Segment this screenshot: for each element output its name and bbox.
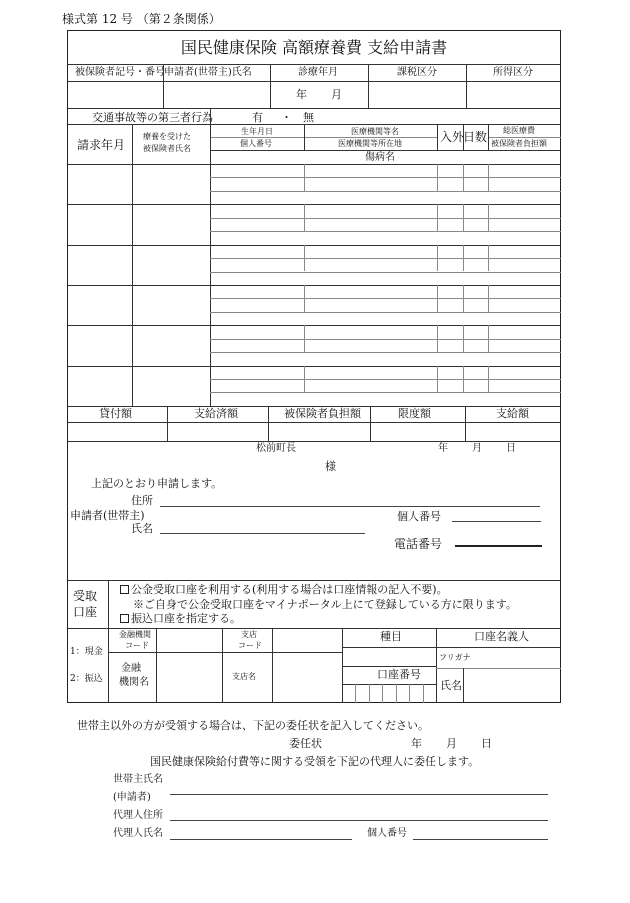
receipt-label-2: 口座 — [73, 605, 98, 619]
days-label: 日数 — [463, 130, 488, 144]
furigana-label: フリガナ — [439, 653, 471, 662]
agent-name-field[interactable] — [170, 839, 352, 840]
total-cost-label: 総医療費 — [503, 126, 535, 135]
account-digit-divider — [355, 684, 356, 703]
claim-ym-field[interactable] — [68, 205, 131, 243]
holder-name-label: 氏名 — [440, 679, 462, 692]
my-number-label: 個人番号 — [397, 510, 441, 523]
claim-ym-field[interactable] — [68, 246, 131, 284]
name-label: 氏名 — [131, 522, 153, 535]
phone-label: 電話番号 — [394, 537, 443, 551]
patient-name-field[interactable] — [133, 367, 209, 405]
dob-field[interactable] — [211, 326, 303, 338]
income-class-label: 所得区分 — [493, 67, 533, 78]
sama-label: 様 — [325, 460, 336, 473]
branch-code-label-1: 支店 — [241, 630, 257, 639]
mayor-label: 松前町長 — [256, 443, 296, 454]
account-digit-divider — [369, 684, 370, 703]
account-digit-divider — [382, 684, 383, 703]
facility-name-field[interactable] — [305, 165, 436, 177]
applicant-name-field[interactable] — [164, 82, 269, 107]
treatment-month-unit: 月 — [331, 88, 342, 101]
disease-field[interactable] — [211, 393, 560, 404]
disease-field[interactable] — [211, 273, 560, 284]
income-class-field[interactable] — [467, 82, 560, 107]
public-account-option[interactable] — [120, 584, 448, 595]
account-digit-divider — [423, 684, 424, 703]
account-type-field[interactable] — [343, 648, 435, 665]
claim-ym-field[interactable] — [68, 367, 131, 405]
holder-label: 口座名義人 — [474, 630, 529, 643]
public-account-note: ※ご自身で公金受取口座をマイナポータル上にて登録している方に限ります。 — [133, 598, 517, 611]
claim-ym-label: 請求年月 — [77, 138, 126, 152]
disease-label: 傷病名 — [365, 152, 395, 163]
dob-label: 生年月日 — [241, 127, 273, 136]
account-type-label: 種目 — [380, 630, 402, 643]
transfer-account-checkbox[interactable] — [120, 614, 129, 623]
claim-ym-field[interactable] — [68, 286, 131, 324]
delegation-intro: 世帯主以外の方が受領する場合は、下記の委任状を記入してください。 — [77, 719, 429, 732]
inout-label: 入外 — [440, 130, 465, 144]
dob-field[interactable] — [211, 246, 303, 258]
phone-field[interactable] — [455, 545, 542, 547]
form-title: 国民健康保険 高額療養費 支給申請書 — [180, 38, 448, 57]
delegation-title: 委任状 — [289, 737, 322, 750]
third-party-separator: ・ — [281, 111, 292, 124]
dob-field[interactable] — [211, 205, 303, 217]
bank-code-field[interactable] — [157, 629, 221, 651]
paid-field[interactable] — [168, 423, 267, 440]
loan-field[interactable] — [68, 423, 166, 440]
disease-field[interactable] — [211, 232, 560, 243]
delegation-month-unit: 月 — [446, 737, 457, 750]
facility-name-label: 医療機関等名 — [351, 127, 399, 136]
patient-label-1: 療養を受けた — [143, 132, 191, 141]
applicant-name-label: 申請者(世帯主)氏名 — [164, 67, 252, 78]
apply-day-unit: 日 — [506, 443, 516, 454]
public-account-checkbox[interactable] — [120, 585, 129, 594]
patient-label-2: 被保険者氏名 — [143, 144, 191, 153]
holder-name-field[interactable] — [464, 669, 560, 702]
dob-field[interactable] — [211, 165, 303, 177]
public-account-text: 公金受取口座を利用する(利用する場合は口座情報の記入不要)。 — [131, 583, 448, 596]
delegation-day-unit: 日 — [481, 737, 492, 750]
treatment-ym-label: 診療年月 — [298, 67, 338, 78]
third-party-no[interactable]: 無 — [303, 111, 314, 124]
bank-name-label-2: 機関名 — [119, 677, 149, 688]
disease-field[interactable] — [211, 313, 560, 324]
delegation-statement: 国民健康保険給付費等に関する受領を下記の代理人に委任します。 — [150, 755, 480, 768]
address-field[interactable] — [160, 506, 540, 507]
head-applicant-label: (申請者) — [113, 792, 151, 803]
facility-name-field[interactable] — [305, 286, 436, 298]
branch-code-label-2: コード — [238, 641, 262, 650]
agent-address-field[interactable] — [170, 820, 548, 821]
claim-ym-field[interactable] — [68, 326, 131, 364]
receipt-label-1: 受取 — [73, 589, 98, 603]
patient-name-field[interactable] — [133, 326, 209, 364]
delegation-year-unit: 年 — [411, 737, 422, 750]
my-number-col-label: 個人番号 — [240, 139, 272, 148]
limit-field[interactable] — [371, 423, 464, 440]
loan-label: 貸付額 — [99, 407, 132, 420]
cash-option[interactable]: 1：現金 — [70, 647, 103, 657]
disease-field[interactable] — [211, 353, 560, 364]
name-field[interactable] — [160, 533, 365, 534]
disease-field[interactable] — [211, 192, 560, 203]
bank-code-label-2: コード — [125, 641, 149, 650]
claim-ym-field[interactable] — [68, 165, 131, 203]
patient-name-field[interactable] — [133, 246, 209, 284]
dob-field[interactable] — [211, 367, 303, 379]
patient-name-field[interactable] — [133, 165, 209, 203]
dob-field[interactable] — [211, 286, 303, 298]
head-name-label: 世帯主氏名 — [113, 774, 163, 785]
paid-label: 支給済額 — [194, 407, 238, 420]
bank-name-field[interactable] — [157, 653, 221, 702]
insured-number-field[interactable] — [68, 82, 162, 107]
form-number: 様式第 12 号 （第２条関係） — [62, 12, 221, 26]
agent-my-number-label: 個人番号 — [367, 828, 407, 839]
applicant-label: 申請者(世帯主) — [70, 509, 145, 522]
agent-my-number-field[interactable] — [413, 839, 548, 840]
payment-field[interactable] — [466, 423, 560, 440]
transfer-option[interactable]: 2：振込 — [70, 674, 103, 684]
account-number-label: 口座番号 — [377, 668, 421, 681]
insured-number-label: 被保険者記号・番号 — [75, 67, 165, 78]
account-digit-divider — [396, 684, 397, 703]
head-name-field[interactable] — [170, 794, 548, 795]
payment-label: 支給額 — [496, 407, 529, 420]
tax-class-field[interactable] — [369, 82, 465, 107]
treatment-year-unit: 年 — [296, 88, 307, 101]
branch-code-field[interactable] — [273, 629, 341, 651]
apply-year-unit: 年 — [438, 443, 448, 454]
third-party-yes[interactable]: 有 — [252, 111, 263, 124]
insured-burden-label: 被保険者負担額 — [491, 139, 547, 148]
patient-name-field[interactable] — [133, 205, 209, 243]
branch-name-field[interactable] — [273, 653, 341, 702]
agent-address-label: 代理人住所 — [113, 810, 163, 821]
third-party-label: 交通事故等の第三者行為 — [92, 111, 213, 124]
facility-name-field[interactable] — [305, 246, 436, 258]
transfer-account-option[interactable] — [120, 613, 241, 624]
apply-month-unit: 月 — [472, 443, 482, 454]
burden-field[interactable] — [269, 423, 369, 440]
facility-name-field[interactable] — [305, 205, 436, 217]
agent-name-label: 代理人氏名 — [113, 828, 163, 839]
burden-label: 被保険者負担額 — [284, 407, 361, 420]
bank-code-label-1: 金融機関 — [119, 630, 151, 639]
my-number-field[interactable] — [452, 521, 541, 522]
address-label: 住所 — [131, 494, 153, 507]
facility-address-label: 医療機関等所在地 — [338, 139, 402, 148]
account-digit-divider — [409, 684, 410, 703]
facility-name-field[interactable] — [305, 367, 436, 379]
patient-name-field[interactable] — [133, 286, 209, 324]
transfer-account-text: 振込口座を指定する。 — [131, 612, 241, 625]
facility-name-field[interactable] — [305, 326, 436, 338]
limit-label: 限度額 — [398, 407, 431, 420]
branch-name-label: 支店名 — [232, 672, 256, 681]
bank-name-label-1: 金融 — [121, 663, 141, 674]
tax-class-label: 課税区分 — [397, 67, 437, 78]
statement-text: 上記のとおり申請します。 — [91, 477, 223, 490]
